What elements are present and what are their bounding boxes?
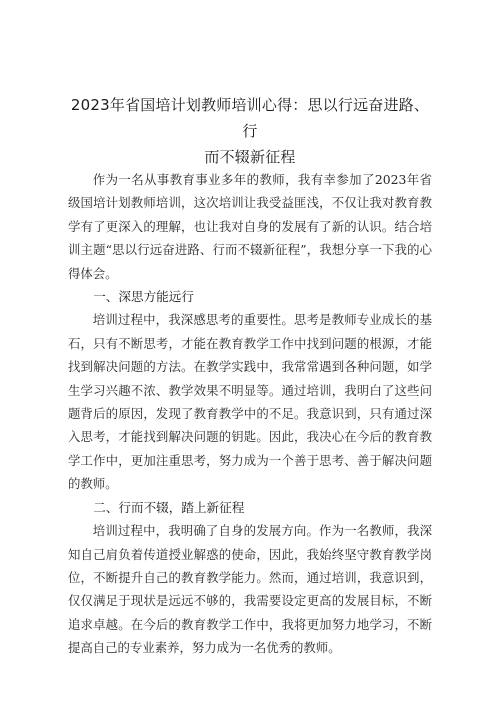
- document-title: [68, 92, 432, 170]
- document-body: [68, 168, 432, 660]
- title-line-2: 而不辍新征程: [204, 148, 296, 166]
- section-1-paragraph: 培训过程中，我深感思考的重要性。思考是教师专业成长的基石，只有不断思考，才能在教育教学工作中找到问题的根源，才能找到解决问题的方法。在教学实践中，我常常遇到各种问题，如学生学习兴趣不浓、教学效果不明显等。通过培训，我明白了这些问题背后的原因，发现了教育教学中的不足。我意识到，只有通过深入思考，才能找到解决问题的钥匙。因此，我决心在今后的教育教学工作中，更加注重思考，努力成为一个善于思考、善于解决问题的教师。: [68, 312, 432, 492]
- section-2-paragraph: 培训过程中，我明确了自身的发展方向。作为一名教师，我深知自己肩负着传道授业解惑的使命，因此，我始终坚守教育教学岗位，不断提升自己的教育教学能力。然而，通过培训，我意识到，仅仅满足于现状是远远不够的，我需要设定更高的发展目标，不断追求卓越。在今后的教育教学工作中，我将更加努力地学习，不断提高自己的专业素养，努力成为一名优秀的教师。: [68, 523, 432, 656]
- intro-paragraph: 作为一名从事教育事业多年的教师，我有幸参加了2023年省级国培计划教师培训，这次培训让我受益匪浅，不仅让我对教育教学有了更深入的理解，也让我对自身的发展有了新的认识。结合培训主题“思以行远奋进路、行而不辍新征程”，我想分享一下我的心得体会。: [68, 172, 432, 281]
- section-1-heading: 一、深思方能远行: [93, 289, 194, 305]
- section-2-heading: 二、行而不辍，踏上新征程: [93, 499, 245, 515]
- title-line-1: 2023年省国培计划教师培训心得：思以行远奋进路、行: [70, 96, 430, 140]
